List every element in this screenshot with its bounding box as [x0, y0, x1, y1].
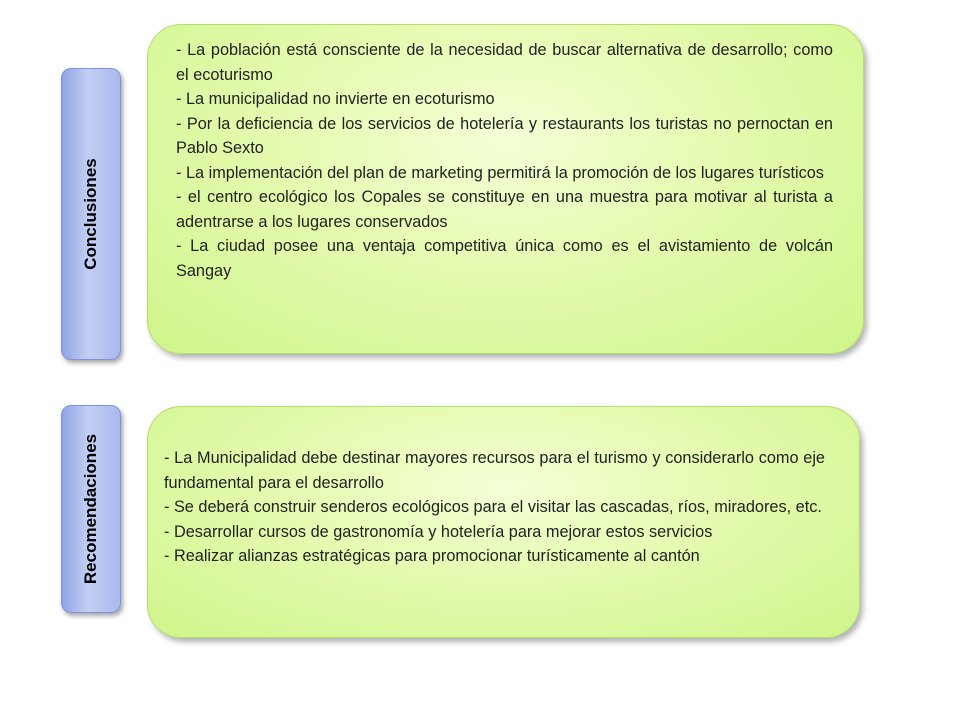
recomendaciones-label: Recomendaciones	[81, 433, 100, 585]
conclusion-item: - La ciudad posee una ventaja competitiva única como es el avistamiento de volcán Sangay	[176, 237, 833, 280]
recomendaciones-label-bar	[61, 405, 121, 613]
conclusiones-box	[147, 24, 864, 354]
conclusion-item: - el centro ecológico los Copales se constituye en una muestra para motivar al turista a adentrarse a los lugares conservados	[176, 188, 833, 231]
recommendation-item: - Se deberá construir senderos ecológicos para el visitar las cascadas, ríos, miradores, etc.	[164, 498, 822, 516]
conclusiones-label-bar	[61, 68, 121, 360]
conclusion-item: - La implementación del plan de marketing permitirá la promoción de los lugares turísticos	[176, 163, 824, 182]
recommendation-item: - Desarrollar cursos de gastronomía y hotelería para mejorar estos servicios	[164, 522, 713, 541]
conclusiones-label: Conclusiones	[81, 158, 100, 270]
conclusion-item: - La población está consciente de la necesidad de buscar alternativa de desarrollo; como el ecoturismo	[176, 41, 833, 84]
recomendaciones-box	[147, 406, 860, 638]
recommendation-item: - Realizar alianzas estratégicas para promocionar turísticamente al cantón	[164, 547, 700, 565]
recommendation-item: - La Municipalidad debe destinar mayores recursos para el turismo y considerarlo como eje fundamental para el desarrollo	[164, 449, 825, 492]
conclusion-item: - La municipalidad no invierte en ecoturismo	[176, 90, 495, 108]
conclusion-item: - Por la deficiencia de los servicios de hotelería y restaurants los turistas no pernoctan en Pablo Sexto	[176, 114, 833, 157]
